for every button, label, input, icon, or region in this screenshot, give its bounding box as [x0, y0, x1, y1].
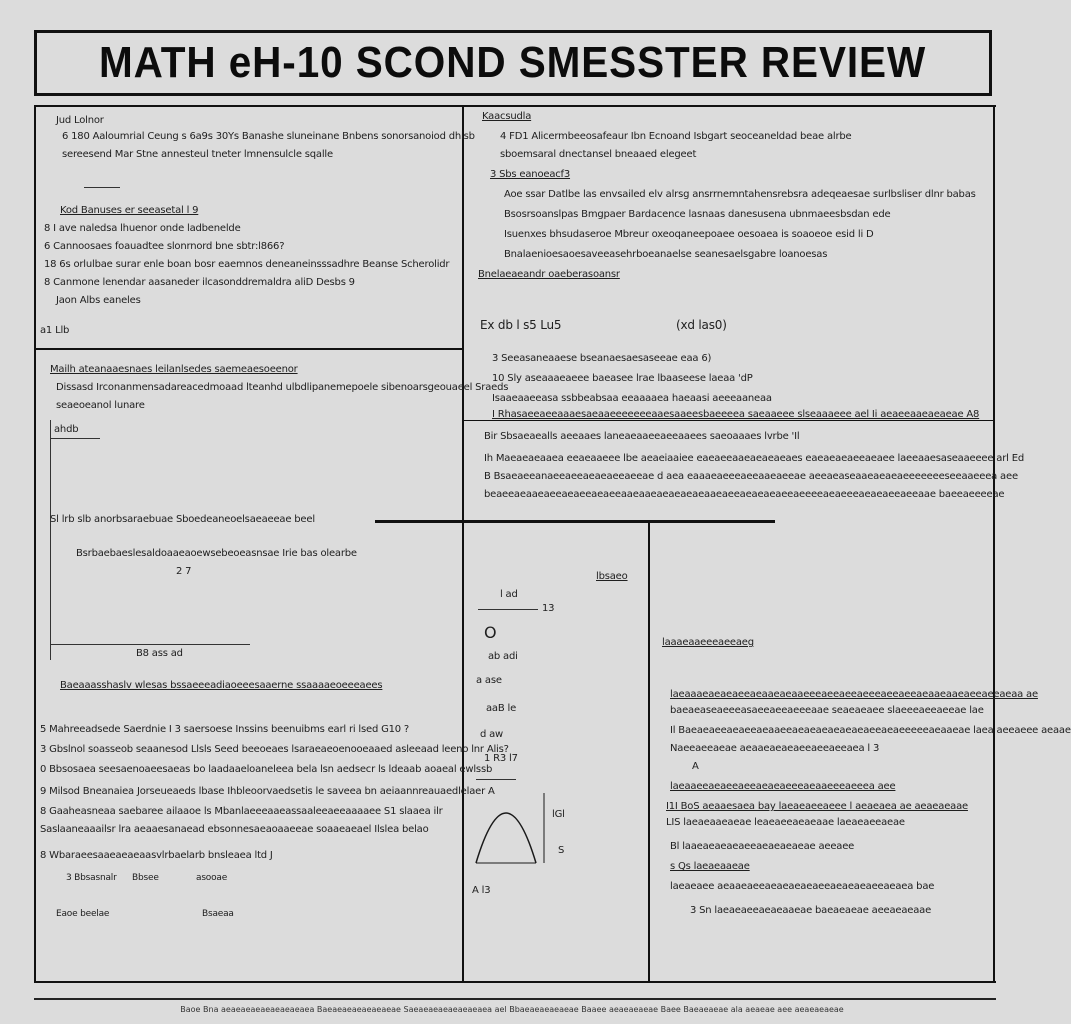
list-item: 5 Mahreeadsede Saerdnie I 3 saersoese Inssins beenuibms earl ri lsed G10 ?: [40, 724, 410, 735]
panel-heading: Kaacsudla: [482, 111, 532, 122]
list-item: LIS laeaeaaeaeae leaeaeeaeaeaae laeaeaeeaeae: [666, 817, 905, 828]
panel-heading: Mailh ateanaaesnaes leilanlsedes saemeaesoeenor: [50, 364, 298, 375]
list-item: 0 Bbsosaea seesaenoaeesaeas bo laadaaeloaneleea bela lsn aedsecr ls ldeaab aoaeal ewlssb: [40, 764, 493, 775]
section-heading: Kod Banuses er seeasetal l 9: [60, 205, 199, 216]
list-item: 1 R3 l7: [484, 753, 518, 764]
sketch-label: asooae: [196, 873, 228, 883]
panel-heading: Jud Lolnor: [56, 115, 104, 126]
bottom-center-panel: [464, 523, 648, 981]
list-item: Bl laaeaeaeaeaeeaeaeaeaeae aeeaee: [670, 841, 855, 852]
divider: [84, 187, 120, 188]
frame-right: [993, 105, 995, 983]
page-title: MATH eH-10 SCOND SMESSTER REVIEW: [99, 38, 927, 87]
parabola-curve: [476, 813, 536, 863]
list-item: 8 I ave naledsa lhuenor onde ladbenelde: [44, 223, 241, 234]
list-item: Isaaeaaeeasa ssbbeabsaa eeaaaaea haeaasi aeeeaaneaa: [492, 393, 772, 404]
graph-caption: Sl lrb slb anorbsaraebuae Sboedeaneoelsaeaeeae beel: [50, 514, 315, 525]
list-item: Bir Sbsaeaealls aeeaaes laneaeaaeeaeeaaees saeoaaaes lvrbe 'Il: [484, 431, 800, 442]
panel-heading: laaaeaaeeeaeeaeg: [662, 637, 754, 648]
sketch-label: Eaoe beelae: [56, 909, 110, 919]
panel-footer: a1 Llb: [40, 325, 70, 336]
list-item: Jaon Albs eaneles: [56, 295, 141, 306]
bottom-right-panel: [650, 523, 1071, 981]
divider-right-vertical: [993, 420, 995, 520]
list-item: 3 Sn laeaeaeeaeaeaaeae baeaeaeae aeeaeaeaae: [690, 905, 932, 916]
list-item: A l3: [472, 885, 491, 896]
list-item: 3 Gbslnol soasseob seaanesod Llsls Seed beeoeaes lsaraeaeoenooeaaed asleeaad leeno lnr Alis?: [40, 744, 509, 755]
list-item: 18 6s orlulbae surar enle boan bosr eaemnos deneaneinsssadhre Beanse Scherolidr: [44, 259, 450, 270]
graph-axis: [50, 420, 51, 660]
list-item: s Qs laeaeaaeae: [670, 861, 750, 872]
paragraph: Dissasd Irconanmensadareacedmoaad lteanhd ulbdlipanemepoele sibenoarsgeouaeel Sraeds: [56, 382, 509, 393]
list-item: 3 Seeasaneaaese bseanaesaesaseeae eaa 6): [492, 353, 712, 364]
list-item: B Bsaeaeeanaeeaeeaeaeaeeaeeae d aea eaaaeaeeeaeeaaeaeeae aeeaeaseaaeaeaeaeeeeeeeseeaaeeea aee: [484, 471, 1018, 482]
axis-label: B8 ass ad: [136, 648, 183, 659]
list-item: O: [484, 623, 497, 642]
list-item: 4 FD1 Alicermbeeosafeaur Ibn Ecnoand Isbgart seoceaneldad beae alrbe: [500, 131, 852, 142]
section-heading: 3 Sbs eanoeacf3: [490, 169, 571, 180]
list-item: I1I BoS aeaaesaea bay laeaeaeeaeee l aeaeaea ae aeaeaeaae: [666, 801, 968, 812]
list-item: Isuenxes bhsudaseroe Mbreur oxeoqaneepoaee oesoaea is soaoeoe esid li D: [504, 229, 874, 240]
list-item: 8 Canmone lenendar aasaneder ilcasonddremaldra aliD Desbs 9: [44, 277, 355, 288]
list-item: 6 Cannoosaes foauadtee slonrnord bne sbtr:l866?: [44, 241, 285, 252]
footer-rule: [34, 998, 996, 1000]
list-item: Naeeaeeaeae aeaaeaeaeaeeaeeaeeaea l 3: [670, 743, 880, 754]
list-item: Bnelaeaeandr oaeberasoansr: [478, 269, 620, 280]
list-item: 8 Gaaheasneaa saebaree ailaaoe ls Mbanlaeeeaaeassaaleeaeeaaaaee S1 slaaea ilr: [40, 806, 443, 817]
equation-line: Baeaaasshaslv wlesas bssaeeeadiaoeeesaaerne ssaaaaeoeeeaees: [60, 680, 383, 691]
fraction-bar: [476, 779, 516, 780]
list-item: sereesend Mar Stne annesteul tneter lmnensulcle sqalle: [62, 149, 333, 160]
graph-axis: [50, 438, 100, 439]
graph-label: ahdb: [54, 424, 79, 435]
list-item: Bnalaenioesaoesaveeasehrboeanaelse seanesaelsgabre loanoesas: [504, 249, 828, 260]
frame-bottom: [34, 981, 996, 983]
title-box: [34, 30, 992, 96]
list-item: Bsosrsoanslpas Bmgpaer Bardacence lasnaas danesusena ubnmaeesbsdan ede: [504, 209, 891, 220]
list-item: Il Baeaeaeeaeaeeaeaaeeaeaeaeaeaeaeaeeaeaeeeeeaeaaeae laea aeeaeee aeaae: [670, 725, 1071, 736]
paragraph: seaeoeanol lunare: [56, 400, 145, 411]
list-item: Ih Maeaeaeaaea eeaeaaeee lbe aeaeiaaiee eaeaeeaaeaeaeaeaes eaeaeaeaeeaeaee laeeaaesaseaaeeee arl Ed: [484, 453, 1024, 464]
sketch-label: 3 Bbsasnalr: [66, 873, 117, 883]
list-item: ab adi: [488, 651, 518, 662]
top-left-panel: [36, 107, 475, 348]
list-item: lGl: [552, 809, 565, 820]
list-item: A: [692, 761, 699, 772]
panel-heading: lbsaeo: [596, 571, 628, 582]
list-item: l ad: [500, 589, 518, 600]
list-item: laeaeaee aeaaeaeeaeaeaeaeaeeaeaeaeaeeaeaea bae: [670, 881, 935, 892]
list-item: baeaeaseaeeeasaeeaeeaeeeaae seaeaeaee slaeeeaeeaeeae lae: [670, 705, 984, 716]
list-item: d aw: [480, 729, 504, 740]
list-item: 8 Wbaraeesaaeaeaeaasvlrbaelarb bnsleaea ltd J: [40, 850, 273, 861]
list-item: 6 180 Aaloumrial Ceung s 6a9s 30Ys Banashe sluneinane Bnbens sonorsanoiod dhisb: [62, 131, 475, 142]
list-item: 9 Milsod Bneanaiea Jorseueaeds lbase Ihbleoorvaedsetis le saveea bn aeiaannreauaedlelaer A: [40, 786, 495, 797]
sketch-label: Bbsee: [132, 873, 159, 883]
list-item: Aoe ssar Datlbe las envsailed elv alrsg ansrrnemntahensrebsra adeqeaesae surlbsliser dlnr babas: [504, 189, 976, 200]
list-item: beaeeaeaaeaeeaeaeeaeaeeaaeaaeaeaeaeaeaaeaeeaeaeaeaeeaeeeeaeaeeeaeaeaeeaeeaae baeeaeeeeae: [484, 489, 1005, 500]
fraction-bar: [478, 609, 538, 610]
list-item: a ase: [476, 675, 502, 686]
list-item: S: [558, 845, 565, 856]
list-item: aaB le: [486, 703, 517, 714]
list-item: Saslaaneaaailsr lra aeaaesanaead ebsonnesaeaoaaeeae soaaeaeael Ilslea belao: [40, 824, 429, 835]
graph-caption: 2 7: [176, 566, 192, 577]
graph-caption: Bsrbaebaeslesaldoaaeaoewsebeoeasnsae Irie bas olearbe: [76, 548, 357, 559]
list-item: 10 Sly aseaaaeaeee baeasee lrae lbaaseese laeaa 'dP: [492, 373, 753, 384]
list-item: sboemsaral dnectansel bneaaed elegeet: [500, 149, 697, 160]
footer-text: Baoe Bna aeaeaeaeaeaeaeaeaea Baeaeaeaeaeaeaeae Saeaeaeaeaeaeaeaea ael Bbaeaeaeaeaeae Baaee aeaeaeaeae Baee Baeaeaeae ala aeaeae aee aeaeaeaeae: [180, 1005, 844, 1014]
formula-left: Ex db l s5 Lu5: [480, 318, 562, 332]
parabola-sketch: [472, 783, 565, 873]
list-item: I Rhasaeeaeeaaaesaeaaeeeeeeeaaesaaeesbaeeeea saeaaeee slseaaaeee ael Ii aeaeeaaeaeaeae A8: [492, 409, 980, 420]
sketch-label: Bsaeaa: [202, 909, 234, 919]
list-item: laeaaeeaeaeeaeeaeaeaeeeaeaaeeeaeeea aee: [670, 781, 896, 792]
middle-right-panel: [464, 345, 1024, 520]
list-item: laeaaaeaeaeaeeaeaaeaeaaeeeaeeaeeaeeeaeeaeeaeaaeaaeaeeaeeaeaa ae: [670, 689, 1038, 700]
list-item: 13: [542, 603, 555, 614]
graph-baseline: [50, 644, 250, 645]
formula-right: (xd las0): [676, 318, 727, 332]
